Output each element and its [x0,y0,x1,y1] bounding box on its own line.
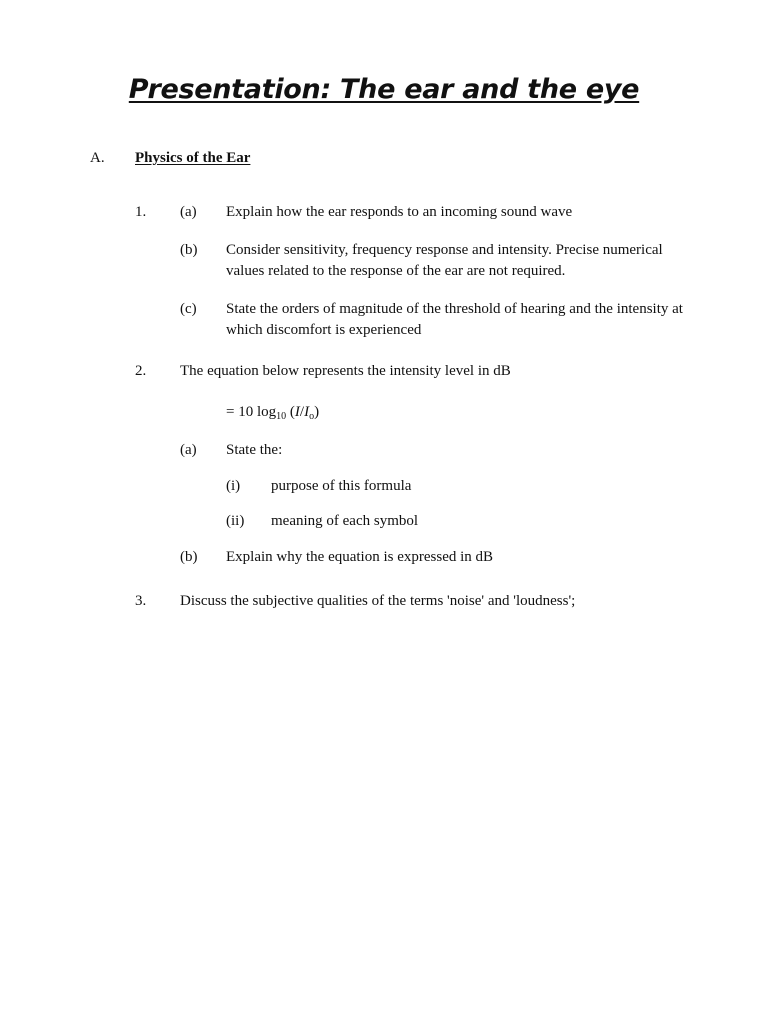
q1-c-text: State the orders of magnitude of the threshold of hearing and the intensity at which discomfort is experienced [226,301,683,338]
q2-b-label: (b) [180,549,198,565]
q2-a-i-text: purpose of this formula [271,478,412,494]
q2-a-ii-text: meaning of each symbol [271,513,419,529]
q1-c-label: (c) [180,301,197,317]
equation-numerator: I [294,404,300,420]
q2-a-text: State the: [226,442,283,458]
section-letter: A. [90,150,105,166]
q3-text: Discuss the subjective qualities of the terms 'noise' and 'loudness'; [180,593,576,609]
q2-b-text: Explain why the equation is expressed in dB [226,549,494,565]
q2-a-label: (a) [180,442,197,458]
question-1-number: 1. [135,204,147,220]
question-3-number: 3. [135,593,147,609]
q2-a-ii-label: (ii) [226,513,245,529]
equation-close: ) [314,404,320,420]
q2-a-i-label: (i) [226,478,241,494]
equation-denominator-sub: o [309,411,315,422]
equation-denominator: I [304,404,310,420]
equation-slash: / [299,404,305,420]
equation-open: ( [286,404,295,420]
section-heading: Physics of the Ear [135,150,251,166]
q1-a-text: Explain how the ear responds to an incoming sound wave [226,204,573,220]
q1-b-label: (b) [180,242,198,258]
page-title: Presentation: The ear and the eye [128,74,640,105]
q1-b-text: Consider sensitivity, frequency response and intensity. Precise numerical values related to the response of the ear are not required. [226,242,663,279]
question-2-number: 2. [135,363,147,379]
q2-text: The equation below represents the intensity level in dB [180,363,511,379]
equation-log-base: 10 [276,411,287,422]
equation-prefix: = 10 log [226,404,277,420]
q1-a-label: (a) [180,204,197,220]
intensity-equation [226,402,319,423]
